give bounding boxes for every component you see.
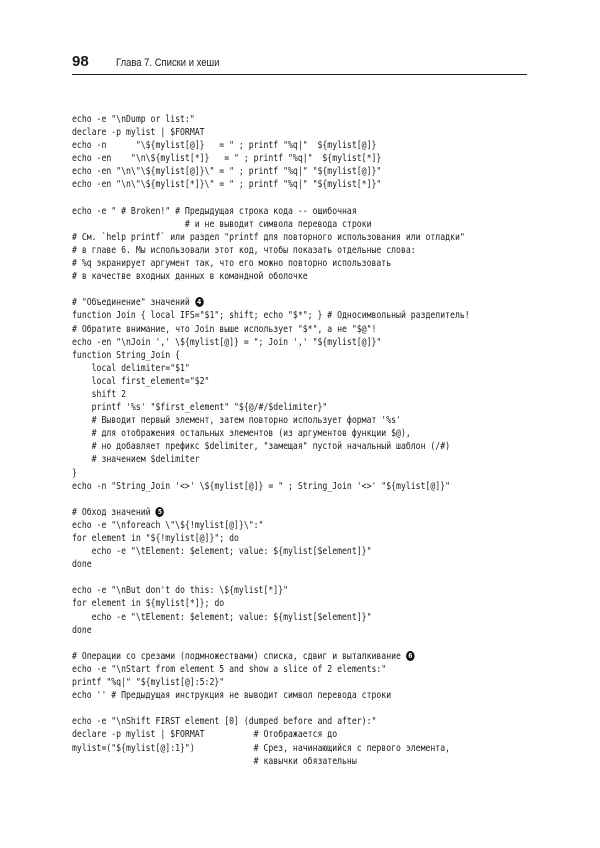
code-line — [72, 178, 472, 191]
code-line — [72, 126, 472, 139]
code-line — [72, 192, 472, 205]
code-line-text: # См. `help printf` или раздел "printf для повторного использования или отладки" — [72, 231, 465, 243]
code-line-text: # и не выводит символа перевода строки — [72, 218, 372, 230]
code-line-text: echo -e "\nforeach \"\${!mylist[@]}\":" — [72, 519, 264, 531]
code-line-text: printf '%s' "$first_element" "${@/#/$delimiter}" — [72, 402, 328, 414]
code-line — [72, 597, 472, 610]
code-line — [72, 728, 472, 741]
code-line-text: done — [72, 624, 92, 636]
code-line-text: printf "%q|" "${mylist[@]:5:2}" — [72, 677, 225, 689]
code-line — [72, 467, 472, 480]
code-line-text: function String_Join { — [72, 349, 181, 361]
code-line-text: for element in "${!mylist[@]}"; do — [72, 533, 239, 544]
code-line — [72, 689, 472, 702]
code-line-text: echo -e "\nShift FIRST element [0] (dumped before and after):" — [72, 716, 377, 728]
code-line-text: echo -e "\nBut don't do this: \${mylist[*]}" — [72, 585, 289, 597]
callout-number-marker: 6 — [406, 651, 415, 661]
code-line — [72, 493, 472, 506]
code-line-text: # но добавляет префикс $delimiter, "замещая" пустой начальный шаблон (/#) — [72, 441, 451, 453]
code-line — [72, 336, 472, 349]
code-line — [72, 401, 472, 414]
code-line — [72, 205, 472, 218]
code-line-text: # кавычки обязательны — [72, 755, 357, 767]
callout-number-marker: 5 — [156, 507, 165, 517]
code-line — [72, 663, 472, 676]
code-line-text: # значением $delimiter — [72, 454, 200, 466]
code-listing — [72, 113, 542, 768]
code-line-text: # Обратите внимание, что Join выше использует "$*", а не "$@"! — [72, 323, 377, 335]
code-line-text: # в главе 6. Мы использовали этот код, чтобы показать отдельные слова: — [72, 244, 416, 256]
code-line-text: echo -en "\nJoin ',' \${mylist[@]} = "; Join ',' "${mylist[@]}" — [72, 336, 382, 348]
code-line-text: function Join { local IFS="$1"; shift; echo "$*"; } # Односимвольный разделитель! — [72, 310, 470, 322]
code-line-text: # "Объединение" значений — [72, 297, 190, 309]
code-line — [72, 152, 472, 165]
code-line — [72, 571, 472, 584]
code-line-text: shift 2 — [72, 388, 127, 400]
code-line — [72, 296, 472, 309]
code-line — [72, 650, 472, 663]
code-line-text: local first_element="$2" — [72, 375, 210, 387]
code-line-text: echo -n "String_Join '<>' \${mylist[@]} = " ; String_Join '<>' "${mylist[@]}" — [72, 480, 451, 492]
code-line — [72, 323, 472, 336]
code-line — [72, 584, 472, 597]
code-line-text: # %q экранирует аргумент так, что его можно повторно использовать — [72, 258, 392, 270]
code-line — [72, 545, 472, 558]
code-line — [72, 624, 472, 637]
code-line-text: # Выводит первый элемент, затем повторно использует формат '%s' — [72, 415, 401, 427]
code-line-text: declare -p mylist | $FORMAT # Отображается до — [72, 729, 338, 741]
code-line — [72, 309, 472, 322]
code-line-text: echo -e "\tElement: $element; value: ${mylist[$element]}" — [72, 611, 372, 623]
code-line-text: for element in ${mylist[*]}; do — [72, 598, 225, 610]
page-number: 98 — [72, 53, 89, 70]
code-line-text: mylist=("${mylist[@]:1}") # Срез, начинающийся с первого элемента, — [72, 742, 451, 754]
code-line — [72, 702, 472, 715]
code-line — [72, 165, 472, 178]
code-line-text: echo -n "\${mylist[@]} = " ; printf "%q|" ${mylist[@]} — [72, 140, 377, 152]
code-line — [72, 519, 472, 532]
code-line-text: # Операции со срезами (подмножествами) списка, сдвиг и выталкивание — [72, 650, 401, 662]
code-line — [72, 506, 472, 519]
callout-number-marker: 4 — [195, 297, 204, 307]
code-line — [72, 440, 472, 453]
code-line — [72, 453, 472, 466]
code-line — [72, 532, 472, 545]
code-line — [72, 139, 472, 152]
code-line — [72, 283, 472, 296]
code-line-text: # для отображения остальных элементов (из аргументов функции $@), — [72, 428, 411, 440]
page-header — [72, 52, 527, 75]
code-line-text: echo '' # Предыдущая инструкция не выводит символ перевода строки — [72, 690, 392, 702]
code-line — [72, 742, 472, 755]
code-line-text: # Обход значений — [72, 506, 151, 518]
code-line — [72, 113, 472, 126]
code-line-text: echo -en "\n\"\${mylist[@]}\" = " ; printf "%q|" "${mylist[@]}" — [72, 166, 382, 178]
chapter-title: Глава 7. Списки и хеши — [116, 57, 220, 69]
code-line-text: echo -e "\nDump or list:" — [72, 114, 195, 125]
code-line-text: echo -e "\tElement: $element; value: ${mylist[$element]}" — [72, 546, 372, 558]
code-line — [72, 480, 472, 493]
code-line — [72, 715, 472, 728]
code-line — [72, 427, 472, 440]
code-line-text: done — [72, 559, 92, 571]
code-line-text: # в качестве входных данных в командной оболочке — [72, 271, 308, 283]
code-line — [72, 414, 472, 427]
code-line-text: echo -e "\nStart from element 5 and show a slice of 2 elements:" — [72, 663, 387, 675]
code-line — [72, 244, 472, 257]
code-line — [72, 231, 472, 244]
code-line — [72, 611, 472, 624]
code-line-text: echo -e " # Broken!" # Предыдущая строка кода -- ошибочная — [72, 205, 357, 217]
code-line — [72, 676, 472, 689]
code-line-text: declare -p mylist | $FORMAT — [72, 127, 205, 139]
code-line — [72, 558, 472, 571]
code-line — [72, 375, 472, 388]
code-line — [72, 270, 472, 283]
code-line — [72, 218, 472, 231]
code-line — [72, 349, 472, 362]
code-line-text: } — [72, 467, 77, 479]
code-line — [72, 755, 472, 768]
code-line — [72, 362, 472, 375]
code-line-text: echo -en "\n\"\${mylist[*]}\" = " ; printf "%q|" "${mylist[*]}" — [72, 179, 382, 191]
code-line — [72, 257, 472, 270]
code-line-text: local delimiter="$1" — [72, 362, 190, 374]
code-line — [72, 637, 472, 650]
code-line-text: echo -en "\n\${mylist[*]} = " ; printf "%q|" ${mylist[*]} — [72, 153, 382, 165]
code-line — [72, 388, 472, 401]
